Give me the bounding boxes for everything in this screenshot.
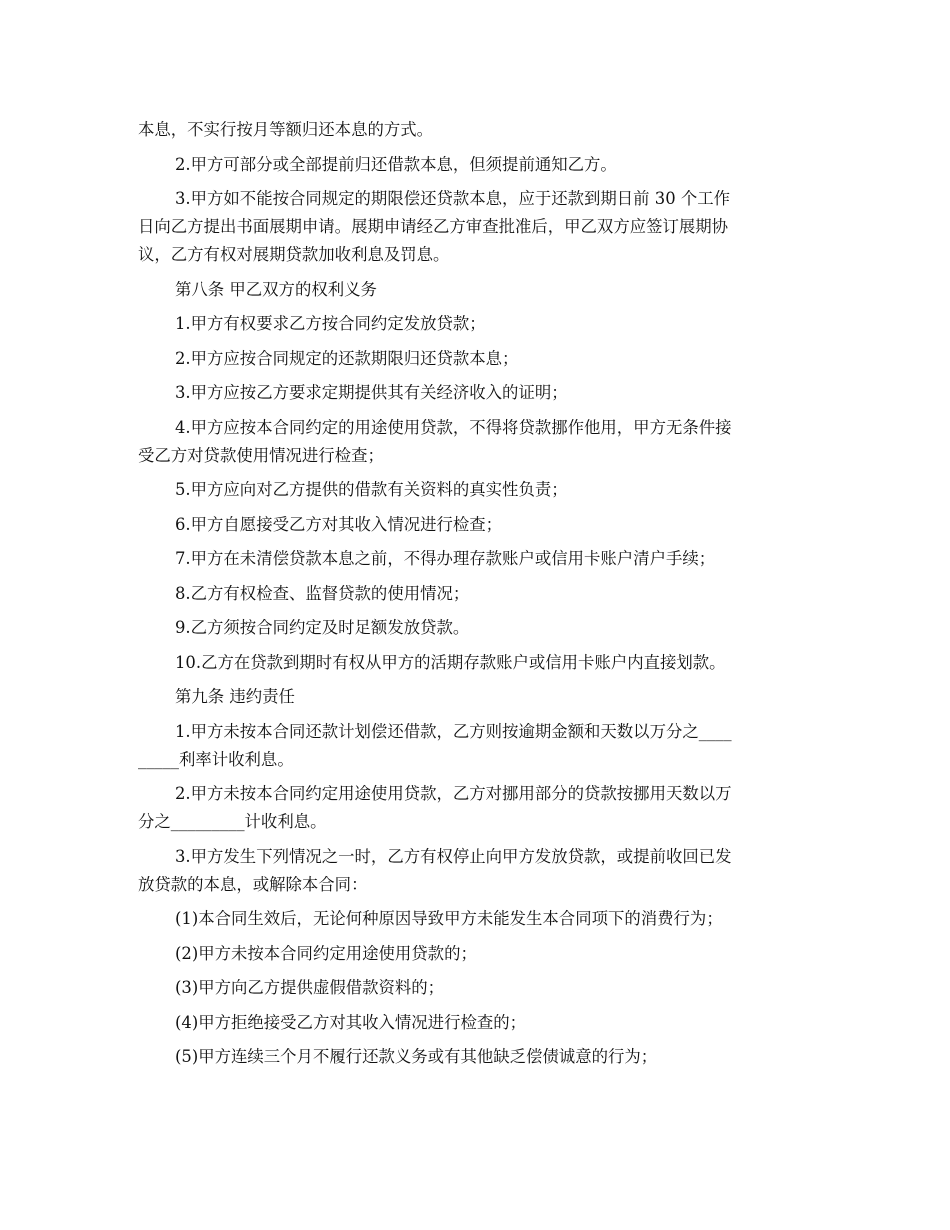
document-body — [138, 116, 815, 1078]
paragraph-line: 10.乙方在贷款到期时有权从甲方的活期存款账户或信用卡账户内直接划款。 — [175, 652, 726, 672]
paragraph-line: 5.甲方应向对乙方提供的借款有关资料的真实性负责； — [175, 480, 568, 499]
paragraph — [138, 545, 815, 573]
paragraph — [138, 780, 815, 836]
paragraph — [138, 185, 815, 269]
paragraph — [138, 649, 815, 677]
paragraph-line: 议，乙方有权对展期贷款加收利息及罚息。 — [138, 245, 450, 264]
paragraph-line: (4)甲方拒绝接受乙方对其收入情况进行检查的； — [175, 1012, 527, 1032]
paragraph-line: 受乙方对贷款使用情况进行检查； — [138, 445, 384, 465]
paragraph-line: (3)甲方向乙方提供虚假借款资料的； — [175, 978, 445, 997]
paragraph — [138, 974, 815, 1002]
paragraph — [138, 718, 815, 774]
paragraph — [138, 511, 815, 539]
paragraph — [138, 1043, 815, 1071]
paragraph-line: 第八条 甲乙双方的权利义务 — [175, 279, 377, 299]
paragraph — [138, 476, 815, 504]
paragraph-line: 3.甲方如不能按合同规定的期限偿还贷款本息，应于还款到期日前 30 个工作 — [175, 189, 731, 208]
paragraph — [138, 151, 815, 179]
paragraph-line: _____利率计收利息。 — [138, 749, 294, 769]
paragraph-line: 6.甲方自愿接受乙方对其收入情况进行检查； — [175, 514, 503, 534]
paragraph-line: 8.乙方有权检查、监督贷款的使用情况； — [175, 583, 470, 603]
paragraph-line: 4.甲方应按本合同约定的用途使用贷款，不得将贷款挪作他用，甲方无条件接 — [175, 417, 732, 437]
paragraph — [138, 345, 815, 373]
paragraph-line: 2.甲方未按本合同约定用途使用贷款，乙方对挪用部分的贷款按挪用天数以万 — [175, 784, 732, 803]
paragraph — [138, 940, 815, 968]
paragraph-line: 2.甲方可部分或全部提前归还借款本息，但须提前通知乙方。 — [175, 154, 617, 174]
paragraph-line: 1.甲方有权要求乙方按合同约定发放贷款； — [175, 314, 486, 333]
paragraph-line: 日向乙方提出书面展期申请。展期申请经乙方审查批准后，甲乙双方应签订展期协 — [138, 217, 729, 236]
paragraph-line: 2.甲方应按合同规定的还款期限归还贷款本息； — [175, 348, 519, 368]
paragraph — [138, 379, 815, 407]
paragraph-line: 9.乙方须按合同约定及时足额发放贷款。 — [175, 618, 470, 637]
paragraph-line: (2)甲方未按本合同约定用途使用贷款的； — [175, 943, 477, 963]
paragraph-line: 3.甲方发生下列情况之一时，乙方有权停止向甲方发放贷款，或提前收回已发 — [175, 846, 732, 866]
paragraph-line: (1)本合同生效后，无论何种原因导致甲方未能发生本合同项下的消费行为； — [175, 909, 723, 928]
paragraph — [138, 843, 815, 899]
paragraph-line: 7.甲方在未清偿贷款本息之前，不得办理存款账户或信用卡账户清户手续； — [175, 549, 716, 568]
paragraph — [138, 1009, 815, 1037]
paragraph-line: 分之_________计收利息。 — [138, 812, 327, 831]
paragraph-line: 1.甲方未按本合同还款计划偿还借款，乙方则按逾期金额和天数以万分之____ — [175, 721, 732, 741]
paragraph — [138, 116, 815, 144]
paragraph-line: 第九条 违约责任 — [175, 687, 295, 706]
paragraph — [138, 310, 815, 338]
paragraph-line: 本息，不实行按月等额归还本息的方式。 — [138, 120, 434, 139]
paragraph — [138, 614, 815, 642]
paragraph-line: 3.甲方应按乙方要求定期提供其有关经济收入的证明； — [175, 383, 568, 402]
paragraph — [138, 580, 815, 608]
paragraph-line: 放贷款的本息，或解除本合同： — [138, 874, 368, 894]
paragraph-line: (5)甲方连续三个月不履行还款义务或有其他缺乏偿债诚意的行为； — [175, 1047, 658, 1066]
paragraph — [138, 905, 815, 933]
paragraph — [138, 683, 815, 711]
paragraph — [138, 414, 815, 470]
paragraph — [138, 276, 815, 304]
